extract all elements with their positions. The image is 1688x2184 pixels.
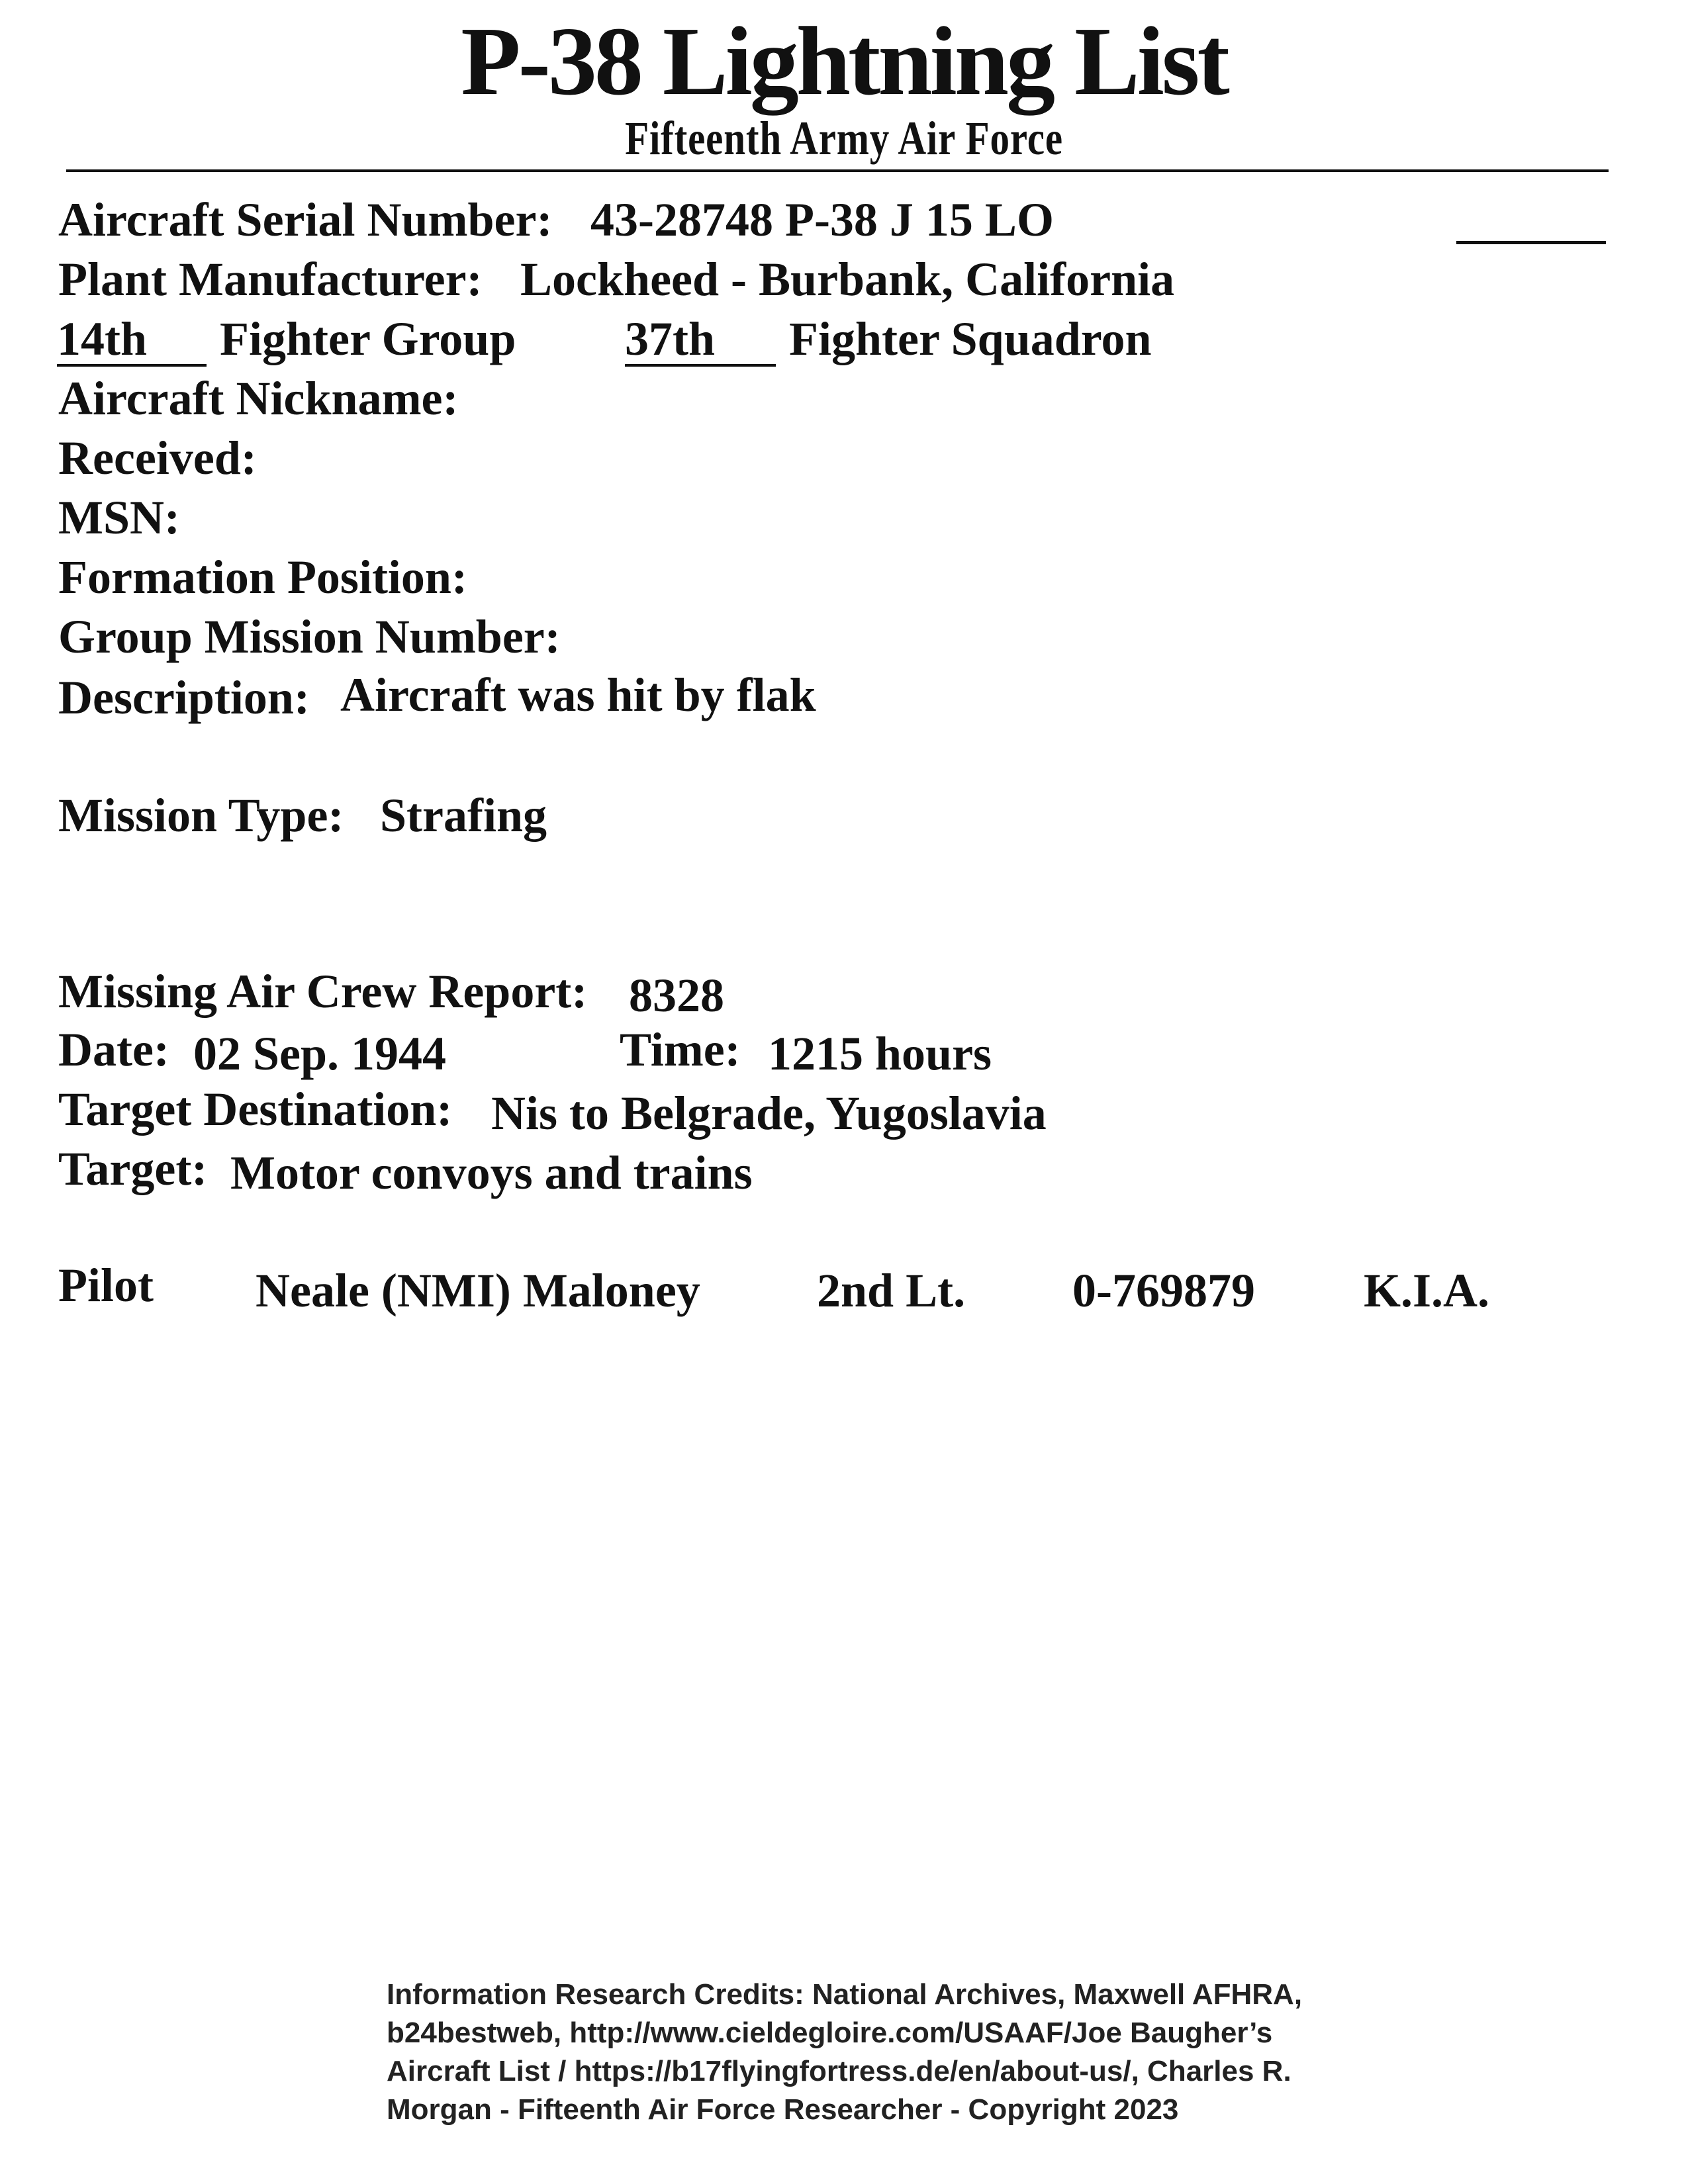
target-value: Motor convoys and trains	[230, 1146, 753, 1199]
manufacturer-label: Plant Manufacturer:	[58, 253, 483, 306]
msn-label: MSN:	[58, 491, 180, 544]
serial-blank-line	[1456, 199, 1606, 244]
serial-label: Aircraft Serial Number:	[58, 193, 553, 246]
header-divider	[66, 169, 1609, 172]
serial-value: 43-28748 P-38 J 15 LO	[590, 193, 1054, 246]
formation-position-label: Formation Position:	[58, 551, 467, 604]
crew-status: K.I.A.	[1364, 1264, 1490, 1317]
credits-line-3a: Aircraft List /	[387, 2055, 567, 2087]
credits-line-1: Information Research Credits: National Archives, Maxwell AFHRA,	[387, 1978, 1303, 2011]
received-label: Received:	[58, 432, 257, 484]
page-subtitle: Fifteenth Army Air Force	[625, 112, 1063, 165]
crew-name: Neale (NMI) Maloney	[256, 1264, 700, 1317]
nickname-label: Aircraft Nickname:	[58, 372, 459, 425]
squadron-number-field	[625, 312, 776, 367]
crew-rank: 2nd Lt.	[817, 1264, 966, 1317]
credits-line-3b: https://b17flyingfortress.de/en/about-us/, Charles R.	[574, 2055, 1291, 2087]
mission-type-value: Strafing	[380, 789, 547, 842]
date-label: Date:	[58, 1023, 169, 1076]
credits-line-2: b24bestweb, http://www.cieldegloire.com/USAAF/Joe Baugher’s	[387, 2017, 1273, 2049]
macr-value: 8328	[629, 969, 724, 1022]
target-label: Target:	[58, 1142, 208, 1195]
group-label: Fighter Group	[220, 312, 516, 365]
crew-position: Pilot	[58, 1259, 154, 1312]
mission-type-label: Mission Type:	[58, 789, 344, 842]
manufacturer-value: Lockheed - Burbank, California	[520, 253, 1175, 306]
squadron-number-value: 37th	[625, 312, 716, 365]
group-mission-number-label: Group Mission Number:	[58, 610, 561, 663]
research-credits	[387, 1976, 1302, 2129]
group-number-value: 14th	[57, 312, 148, 365]
time-value: 1215 hours	[768, 1027, 992, 1080]
target-destination-value: Nis to Belgrade, Yugoslavia	[491, 1087, 1047, 1140]
squadron-label: Fighter Squadron	[789, 312, 1152, 365]
target-destination-label: Target Destination:	[58, 1083, 453, 1136]
description-value: Aircraft was hit by flak	[340, 668, 816, 721]
macr-label: Missing Air Crew Report:	[58, 965, 588, 1018]
date-value: 02 Sep. 1944	[193, 1027, 447, 1080]
group-number-field	[57, 312, 207, 367]
crew-serial: 0-769879	[1072, 1264, 1255, 1317]
credits-line-4: Morgan - Fifteenth Air Force Researcher - Copyright 2023	[387, 2093, 1179, 2126]
description-label: Description:	[58, 671, 310, 724]
time-label: Time:	[620, 1023, 741, 1076]
credits-line-3	[387, 2052, 1302, 2091]
page-title: P-38 Lightning List	[461, 7, 1227, 116]
